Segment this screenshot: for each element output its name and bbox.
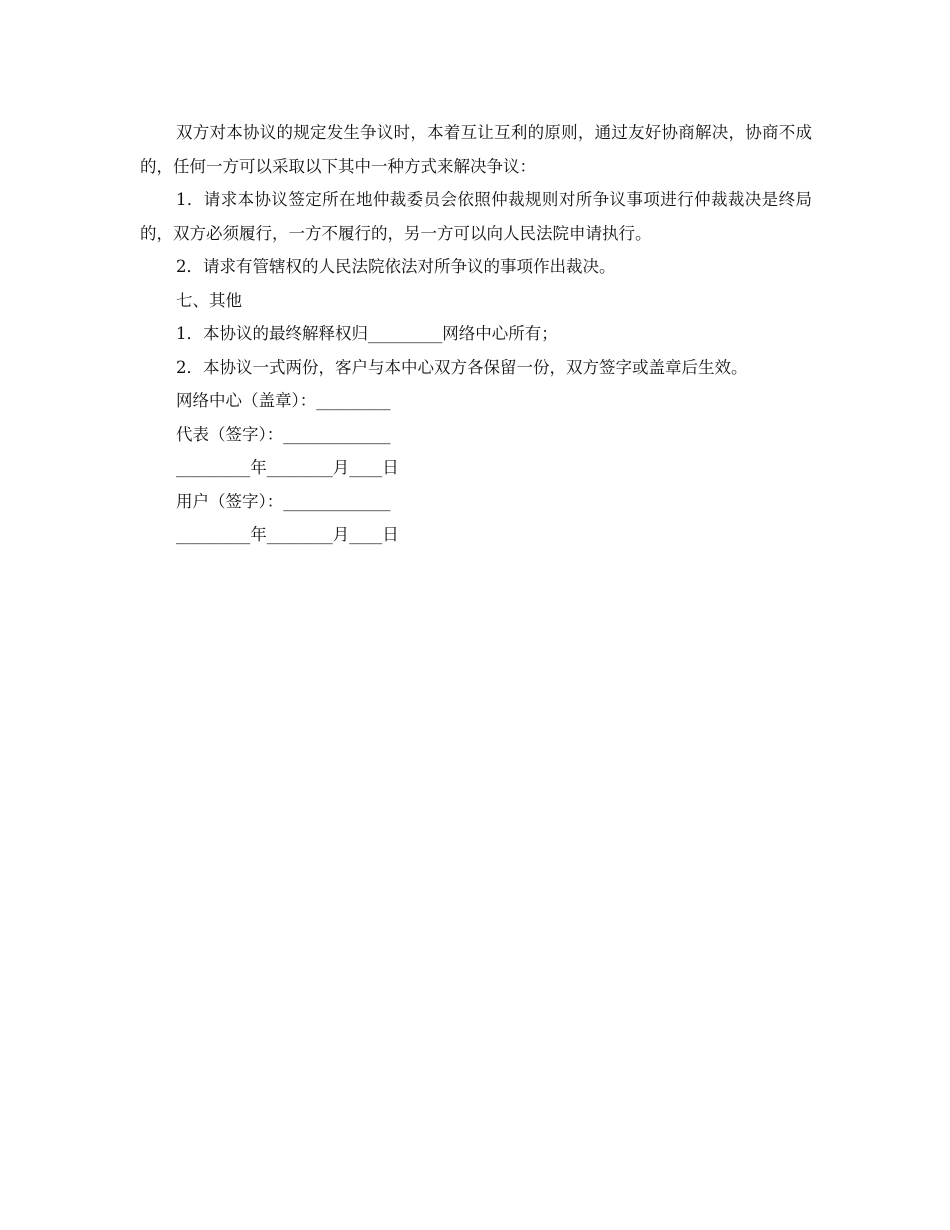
dispute-option-2-paragraph: 2．请求有管辖权的人民法院依法对所争议的事项作出裁决。 — [176, 257, 616, 276]
section-other-heading: 七、其他 — [176, 290, 242, 310]
other-item-1: 1．本协议的最终解释权归_________网络中心所有； — [176, 324, 558, 343]
other-item-2: 2．本协议一式两份，客户与本中心双方各保留一份，双方签字或盖章后生效。 — [176, 357, 748, 377]
representative-signature-line: 代表（签字）：_____________ — [176, 424, 391, 444]
user-signature-line: 用户（签字）：_____________ — [176, 491, 391, 511]
dispute-intro-paragraph: 双方对本协议的规定发生争议时，本着互让互利的原则，通过友好协商解决，协商不成的，任何一方可以采取以下其中一种方式来解决争议： — [140, 123, 812, 176]
document-body — [140, 116, 812, 552]
network-center-seal-line: 网络中心（盖章）：_________ — [176, 391, 391, 410]
representative-date-line: _________年________月____日 — [176, 458, 399, 477]
user-date-line: _________年________月____日 — [176, 525, 399, 544]
dispute-option-1-paragraph: 1．请求本协议签定所在地仲裁委员会依照仲裁规则对所争议事项进行仲裁裁决是终局的，双方必须履行，一方不履行的，另一方可以向人民法院申请执行。 — [140, 190, 812, 243]
